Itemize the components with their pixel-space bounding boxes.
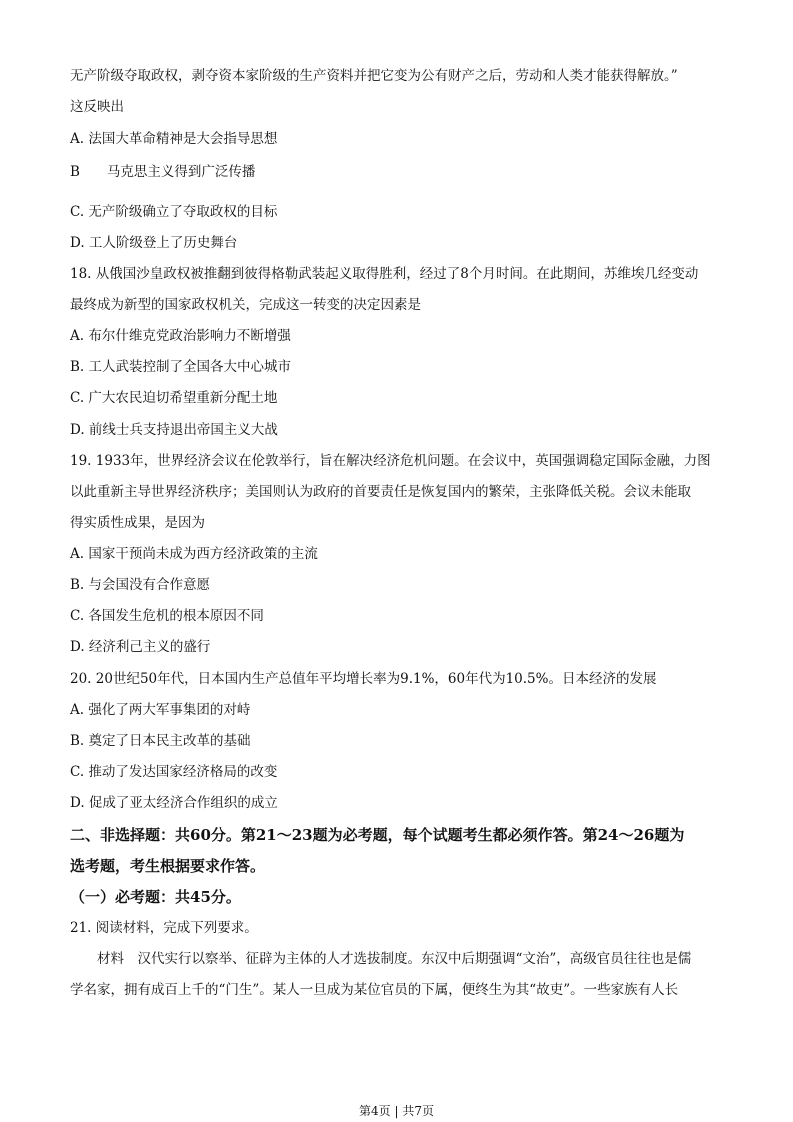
text-line: 这反映出 [70, 99, 124, 115]
question-21: 21. 阅读材料，完成下列要求。 [70, 920, 258, 936]
section-heading-cont: 选考题，考生根据要求作答。 [70, 857, 266, 875]
option-b: B. 奠定了日本民主改革的基础 [70, 733, 251, 749]
option-d: D. 促成了亚太经济合作组织的成立 [70, 795, 278, 811]
question-20: 20. 20世纪50年代，日本国内生产总值年平均增长率为9.1%，60年代为10.5%。日本经济的发展 [70, 671, 657, 687]
page-footer: 第4页 | 共7页 [359, 1104, 434, 1118]
question-18-cont: 最终成为新型的国家政权机关，完成这一转变的决定因素是 [70, 297, 421, 313]
option-b: B. 工人武装控制了全国各大中心城市 [70, 359, 292, 375]
option-d: D. 前线士兵支持退出帝国主义大战 [70, 422, 278, 438]
section-heading: 二、非选择题：共60分。第21～23题为必考题，每个试题考生都必须作答。第24～26题为 [70, 826, 685, 844]
option-a: A. 法国大革命精神是大会指导思想 [70, 131, 278, 147]
question-19-cont: 得实质性成果，是因为 [70, 515, 205, 531]
option-d: D. 工人阶级登上了历史舞台 [70, 235, 238, 251]
option-a: A. 布尔什维克党政治影响力不断增强 [70, 328, 291, 344]
text-line: 无产阶级夺取政权，剥夺资本家阶级的生产资料并把它变为公有财产之后，劳动和人类才能获得解放。” [70, 68, 678, 84]
option-c: C. 推动了发达国家经济格局的改变 [70, 764, 278, 780]
option-c: C. 广大农民迫切希望重新分配土地 [70, 390, 278, 406]
option-b: B. 与会国没有合作意愿 [70, 577, 211, 593]
option-a: A. 国家干预尚未成为西方经济政策的主流 [70, 546, 318, 562]
question-19: 19. 1933年，世界经济会议在伦敦举行，旨在解决经济危机问题。在会议中，英国强调稳定国际金融，力图 [70, 453, 711, 469]
option-a: A. 强化了两大军事集团的对峙 [70, 702, 251, 718]
material-text: 材料 汉代实行以察举、征辟为主体的人才选拔制度。东汉中后期强调“文治”，高级官员往往也是儒 [70, 951, 692, 967]
subsection-heading: （一）必考题：共45分。 [70, 888, 241, 906]
option-d: D. 经济利己主义的盛行 [70, 639, 211, 655]
option-b: B 马克思主义得到广泛传播 [70, 164, 256, 180]
material-text: 学名家，拥有成百上千的“门生”。某人一旦成为某位官员的下属，便终生为其“故吏”。一些家族有人长 [70, 982, 679, 998]
option-c: C. 无产阶级确立了夺取政权的目标 [70, 204, 278, 220]
option-c: C. 各国发生危机的根本原因不同 [70, 608, 264, 624]
question-19-cont: 以此重新主导世界经济秩序；美国则认为政府的首要责任是恢复国内的繁荣，主张降低关税。会议未能取 [70, 484, 691, 500]
question-18: 18. 从俄国沙皇政权被推翻到彼得格勒武装起义取得胜利，经过了8个月时间。在此期间，苏维埃几经变动 [70, 266, 699, 282]
